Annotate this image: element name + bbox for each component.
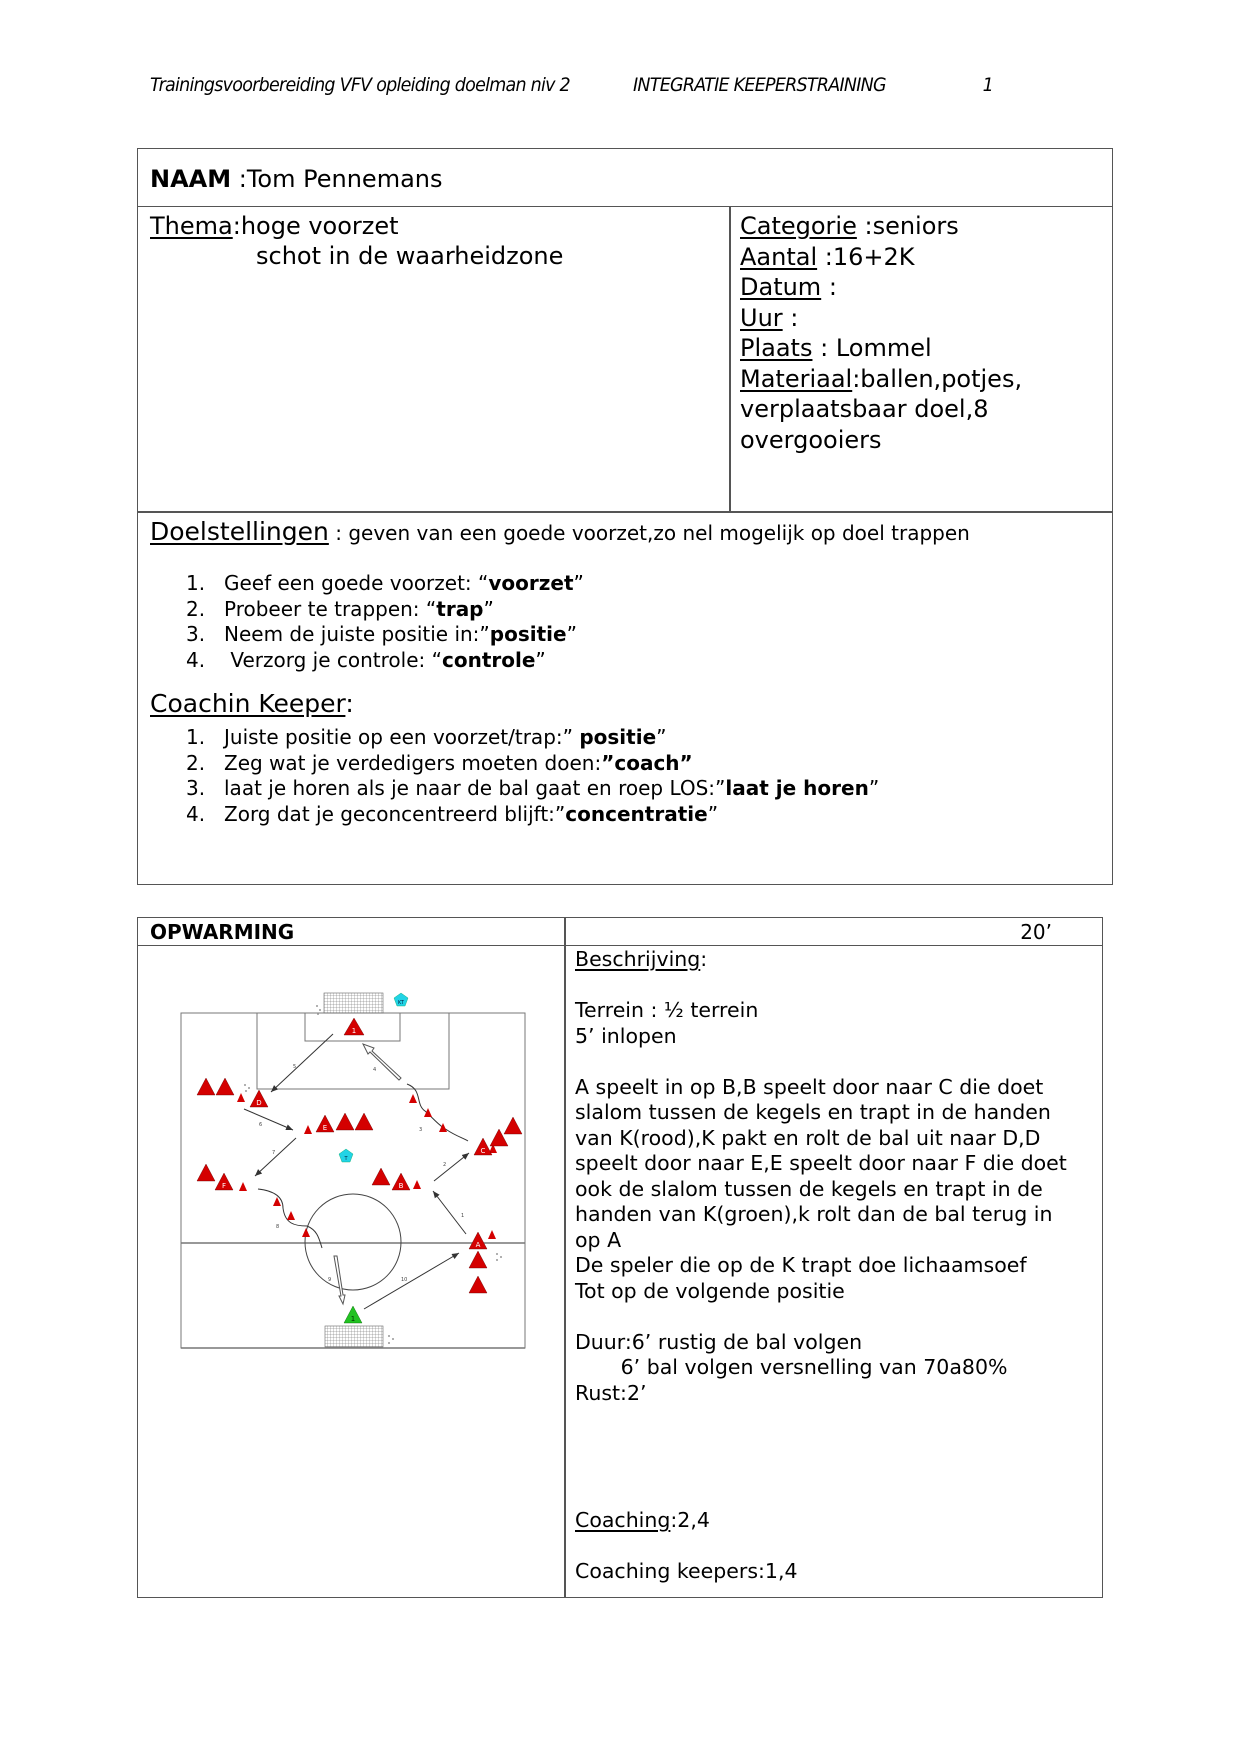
- desc-line: [575, 1406, 1095, 1432]
- svg-text:9: 9: [328, 1277, 332, 1283]
- desc-line: Tot op de volgende positie: [575, 1278, 845, 1303]
- svg-text:10: 10: [401, 1277, 408, 1283]
- desc-line: [575, 1304, 1095, 1330]
- cone-icons: [237, 1093, 497, 1239]
- doelstellingen-heading: [150, 517, 970, 546]
- beschrijving-heading: Beschrijving:: [575, 947, 708, 971]
- doelstellingen-label: Doelstellingen: [150, 517, 329, 546]
- opwarming-title: OPWARMING: [150, 920, 295, 944]
- desc-line: [575, 1534, 1095, 1560]
- header-section-title: INTEGRATIE KEEPERSTRAINING: [633, 74, 886, 96]
- coaching-label: Coaching: [575, 1508, 671, 1532]
- thema-label: Thema: [150, 212, 233, 240]
- beschrijving-label: Beschrijving: [575, 947, 701, 971]
- desc-line: slalom tussen de kegels en trapt in de handen: [575, 1100, 1051, 1124]
- meta-aantal: [740, 242, 1022, 273]
- exercise-diagram: [171, 986, 541, 1366]
- desc-line: 5’ inlopen: [575, 1023, 677, 1048]
- coaching-line: [575, 1508, 1095, 1534]
- list-item: 3. laat je horen als je naar de bal gaat en roep LOS:”laat je horen”: [186, 776, 880, 800]
- aantal-value: :16+2K: [817, 242, 915, 271]
- opwarming-duration: 20’: [1020, 920, 1052, 944]
- column-divider: [564, 918, 566, 1597]
- coaching-value: :2,4: [670, 1508, 710, 1532]
- coachin-colon: :: [345, 689, 354, 718]
- desc-line: Terrein : ½ terrein: [575, 998, 759, 1022]
- desc-line: Duur:6’ rustig de bal volgen: [575, 1329, 863, 1354]
- goal-icon: [324, 993, 383, 1347]
- list-item: 4. Verzorg je controle: “controle”: [186, 647, 546, 672]
- column-divider: [729, 206, 731, 511]
- desc-line: van K(rood),K pakt en rolt de bal uit naar D,D: [575, 1125, 1041, 1150]
- doelstellingen-list: [186, 571, 584, 673]
- desc-line: [575, 973, 1095, 999]
- svg-text:C: C: [480, 1147, 486, 1155]
- desc-line: ook de slalom tussen de kegels en trapt in de: [575, 1176, 1043, 1201]
- naam-row: [138, 149, 1112, 207]
- svg-text:A: A: [475, 1241, 481, 1249]
- row-divider: [138, 511, 1112, 513]
- coachin-keeper-label: Coachin Keeper: [150, 689, 346, 718]
- naam-field: [150, 165, 443, 193]
- categorie-label: Categorie: [740, 212, 857, 240]
- doelstellingen-text: : geven van een goede voorzet,zo nel mogelijk op doel trappen: [328, 521, 970, 545]
- list-item: 2. Probeer te trappen: “trap”: [186, 596, 494, 621]
- materiaal-label: Materiaal: [740, 364, 853, 393]
- svg-text:T: T: [344, 1156, 348, 1162]
- info-table: [137, 148, 1113, 885]
- meta-materiaal: [740, 364, 1022, 395]
- list-item: 1. Geef een goede voorzet: “voorzet”: [186, 571, 584, 595]
- desc-line: De speler die op de K trapt doe lichaamsoef: [575, 1253, 1027, 1277]
- header-page-number: 1: [982, 74, 993, 96]
- desc-line: handen van K(groen),k rolt dan de bal terug in: [575, 1202, 1053, 1226]
- svg-text:5: 5: [293, 1064, 297, 1070]
- svg-text:E: E: [322, 1124, 328, 1132]
- naam-label: NAAM: [150, 165, 232, 193]
- list-item: 1. Juiste positie op een voorzet/trap:” positie”: [186, 725, 667, 749]
- materiaal-cont-2: overgooiers: [740, 425, 882, 454]
- header-document-title: Trainingsvoorbereiding VFV opleiding doelman niv 2: [150, 74, 570, 96]
- naam-value: :Tom Pennemans: [238, 165, 443, 193]
- svg-text:1: 1: [350, 1315, 356, 1323]
- desc-line: op A: [575, 1227, 622, 1252]
- svg-text:6: 6: [259, 1122, 263, 1128]
- desc-line: [575, 1483, 1095, 1509]
- meta-datum: [740, 272, 1022, 303]
- svg-text:7: 7: [272, 1150, 276, 1156]
- desc-line: speelt door naar E,E speelt door naar F die doet: [575, 1151, 1067, 1175]
- svg-text:1: 1: [351, 1027, 357, 1035]
- run-arrows: [334, 1044, 401, 1304]
- pitch-lines: [181, 1013, 525, 1348]
- materiaal-value: :ballen,potjes,: [852, 364, 1023, 393]
- svg-text:KT: KT: [398, 1000, 404, 1006]
- beschrijving-panel: [575, 947, 1095, 1585]
- desc-line: 6’ bal volgen versnelling van 70a80%: [575, 1355, 1008, 1379]
- opwarming-table: [137, 917, 1103, 1598]
- svg-text:2: 2: [443, 1162, 447, 1168]
- desc-line: [575, 1457, 1095, 1483]
- coachin-keeper-list: [186, 725, 879, 827]
- meta-uur: [740, 303, 1022, 334]
- svg-text:B: B: [398, 1182, 404, 1190]
- desc-line: A speelt in op B,B speelt door naar C die doet: [575, 1074, 1044, 1099]
- desc-line: Rust:2’: [575, 1380, 647, 1405]
- materiaal-cont-1: verplaatsbaar doel,8: [740, 395, 989, 423]
- list-item: 3. Neem de juiste positie in:”positie”: [186, 622, 577, 646]
- page-header: [150, 74, 1033, 100]
- player-icons: [197, 1018, 522, 1293]
- aantal-label: Aantal: [740, 242, 818, 271]
- categorie-value: :seniors: [856, 212, 959, 240]
- svg-text:D: D: [256, 1099, 262, 1107]
- plaats-value: : Lommel: [812, 334, 932, 362]
- desc-line: [575, 1432, 1095, 1458]
- thema-field: [150, 211, 563, 271]
- desc-line: [575, 1049, 1095, 1075]
- meta-plaats: [740, 333, 1022, 364]
- thema-value-line2: schot in de waarheidzone: [256, 242, 564, 270]
- uur-value: :: [782, 303, 799, 332]
- svg-text:3: 3: [419, 1127, 423, 1133]
- svg-text:8: 8: [276, 1224, 280, 1230]
- pass-numbers: [259, 1064, 464, 1283]
- pass-arrows: [244, 1034, 469, 1309]
- ball-icons: [244, 1005, 502, 1344]
- list-item: 4. Zorg dat je geconcentreerd blijft:”concentratie”: [186, 801, 719, 826]
- datum-value: :: [821, 273, 837, 301]
- svg-text:F: F: [221, 1182, 227, 1190]
- list-item: 2. Zeg wat je verdedigers moeten doen:”coach”: [186, 750, 693, 775]
- svg-text:1: 1: [461, 1213, 465, 1219]
- meta-categorie: [740, 211, 1022, 242]
- coaching-keepers-line: Coaching keepers:1,4: [575, 1559, 798, 1583]
- plaats-label: Plaats: [740, 334, 813, 362]
- svg-text:4: 4: [373, 1067, 377, 1073]
- coachin-keeper-heading: [150, 689, 354, 718]
- thema-value-line1: :hoge voorzet: [232, 212, 399, 240]
- datum-label: Datum: [740, 273, 822, 301]
- uur-label: Uur: [740, 303, 783, 332]
- meta-fields: [740, 211, 1022, 455]
